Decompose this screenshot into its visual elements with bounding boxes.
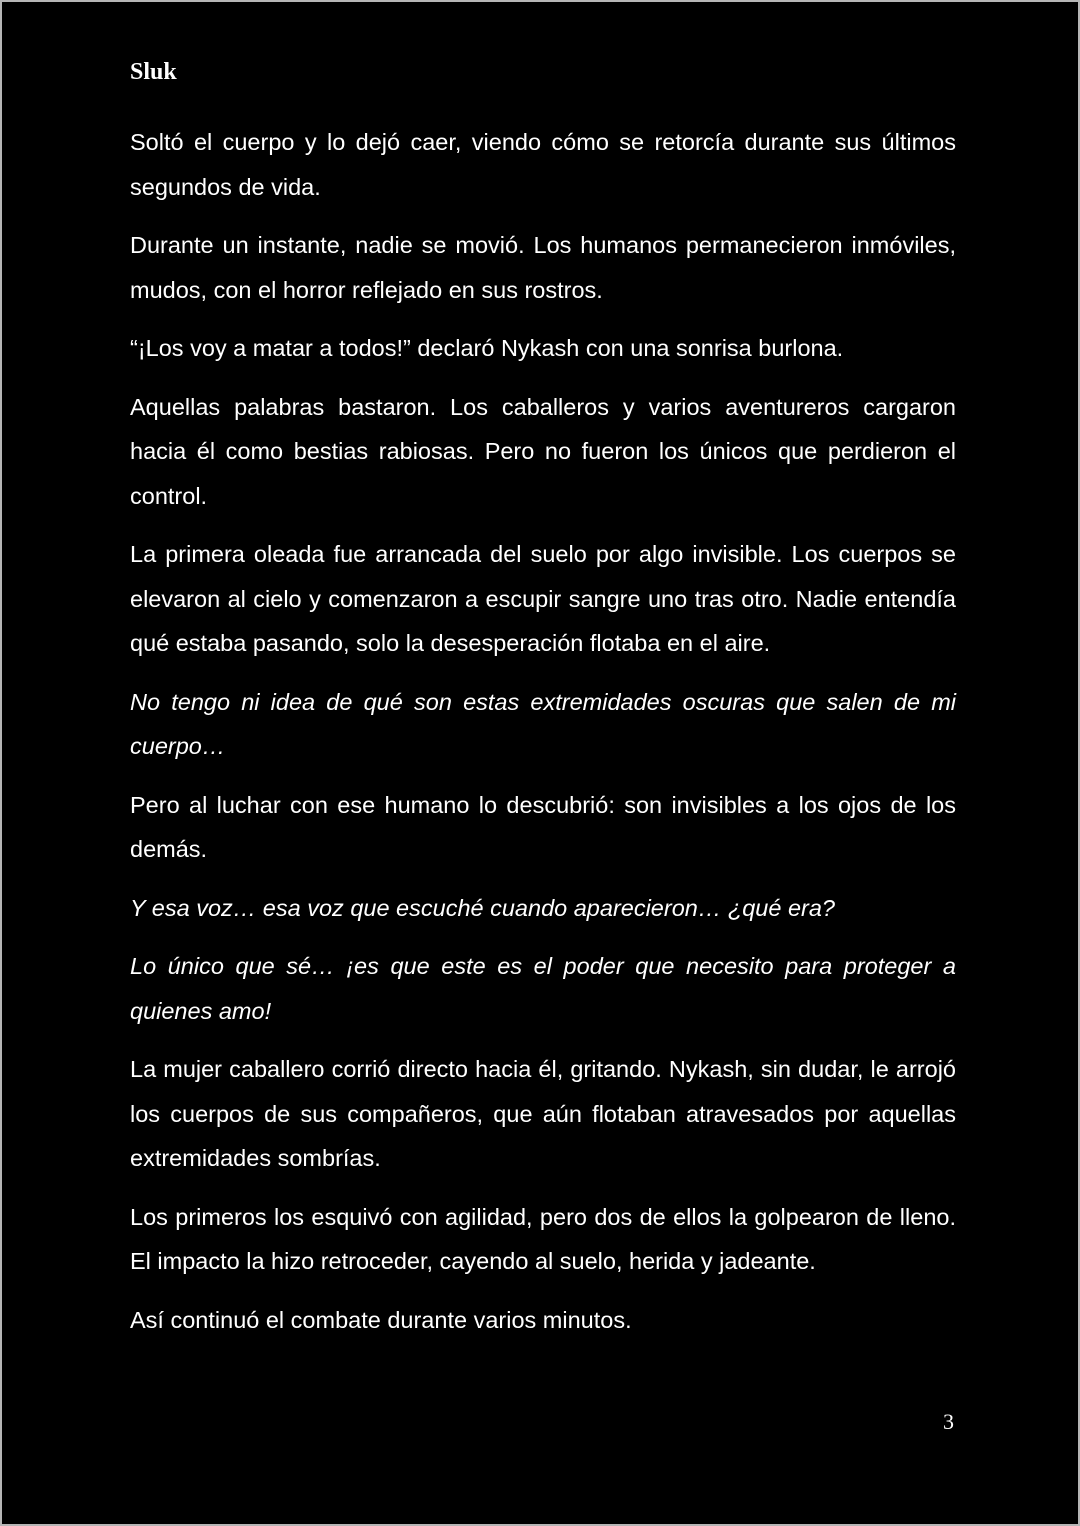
running-header: Sluk <box>130 59 177 85</box>
paragraph: La primera oleada fue arrancada del suelo por algo invisible. Los cuerpos se elevaron al cielo y comenzaron a escupir sangre uno tras otro. Nadie entendía qué estaba pasando, solo la desesperación flotaba en el aire. <box>130 541 956 656</box>
paragraph: Soltó el cuerpo y lo dejó caer, viendo cómo se retorcía durante sus últimos segundos de vida. <box>130 129 956 200</box>
page-number: 3 <box>943 1409 954 1434</box>
paragraph: Así continuó el combate durante varios minutos. <box>130 1306 632 1333</box>
italic-thought-paragraph: Y esa voz… esa voz que escuché cuando aparecieron… ¿qué era? <box>130 894 835 921</box>
italic-thought-paragraph: No tengo ni idea de qué son estas extremidades oscuras que salen de mi cuerpo… <box>130 688 956 759</box>
paragraph: La mujer caballero corrió directo hacia él, gritando. Nykash, sin dudar, le arrojó los cuerpos de sus compañeros, que aún flotaban atravesados por aquellas extremidades sombrías. <box>130 1056 956 1171</box>
paragraph: “¡Los voy a matar a todos!” declaró Nykash con una sonrisa burlona. <box>130 335 844 361</box>
body-text <box>130 120 956 1356</box>
paragraph: Los primeros los esquivó con agilidad, pero dos de ellos la golpearon de lleno. El impacto la hizo retroceder, cayendo al suelo, herida y jadeante. <box>130 1203 956 1274</box>
italic-thought-paragraph: Lo único que sé… ¡es que este es el poder que necesito para proteger a quienes amo! <box>130 953 956 1024</box>
paragraph: Pero al luchar con ese humano lo descubrió: son invisibles a los ojos de los demás. <box>130 791 956 862</box>
paragraph: Aquellas palabras bastaron. Los caballeros y varios aventureros cargaron hacia él como bestias rabiosas. Pero no fueron los únicos que perdieron el control. <box>130 393 956 509</box>
paragraph: Durante un instante, nadie se movió. Los humanos permanecieron inmóviles, mudos, con el horror reflejado en sus rostros. <box>130 232 956 303</box>
